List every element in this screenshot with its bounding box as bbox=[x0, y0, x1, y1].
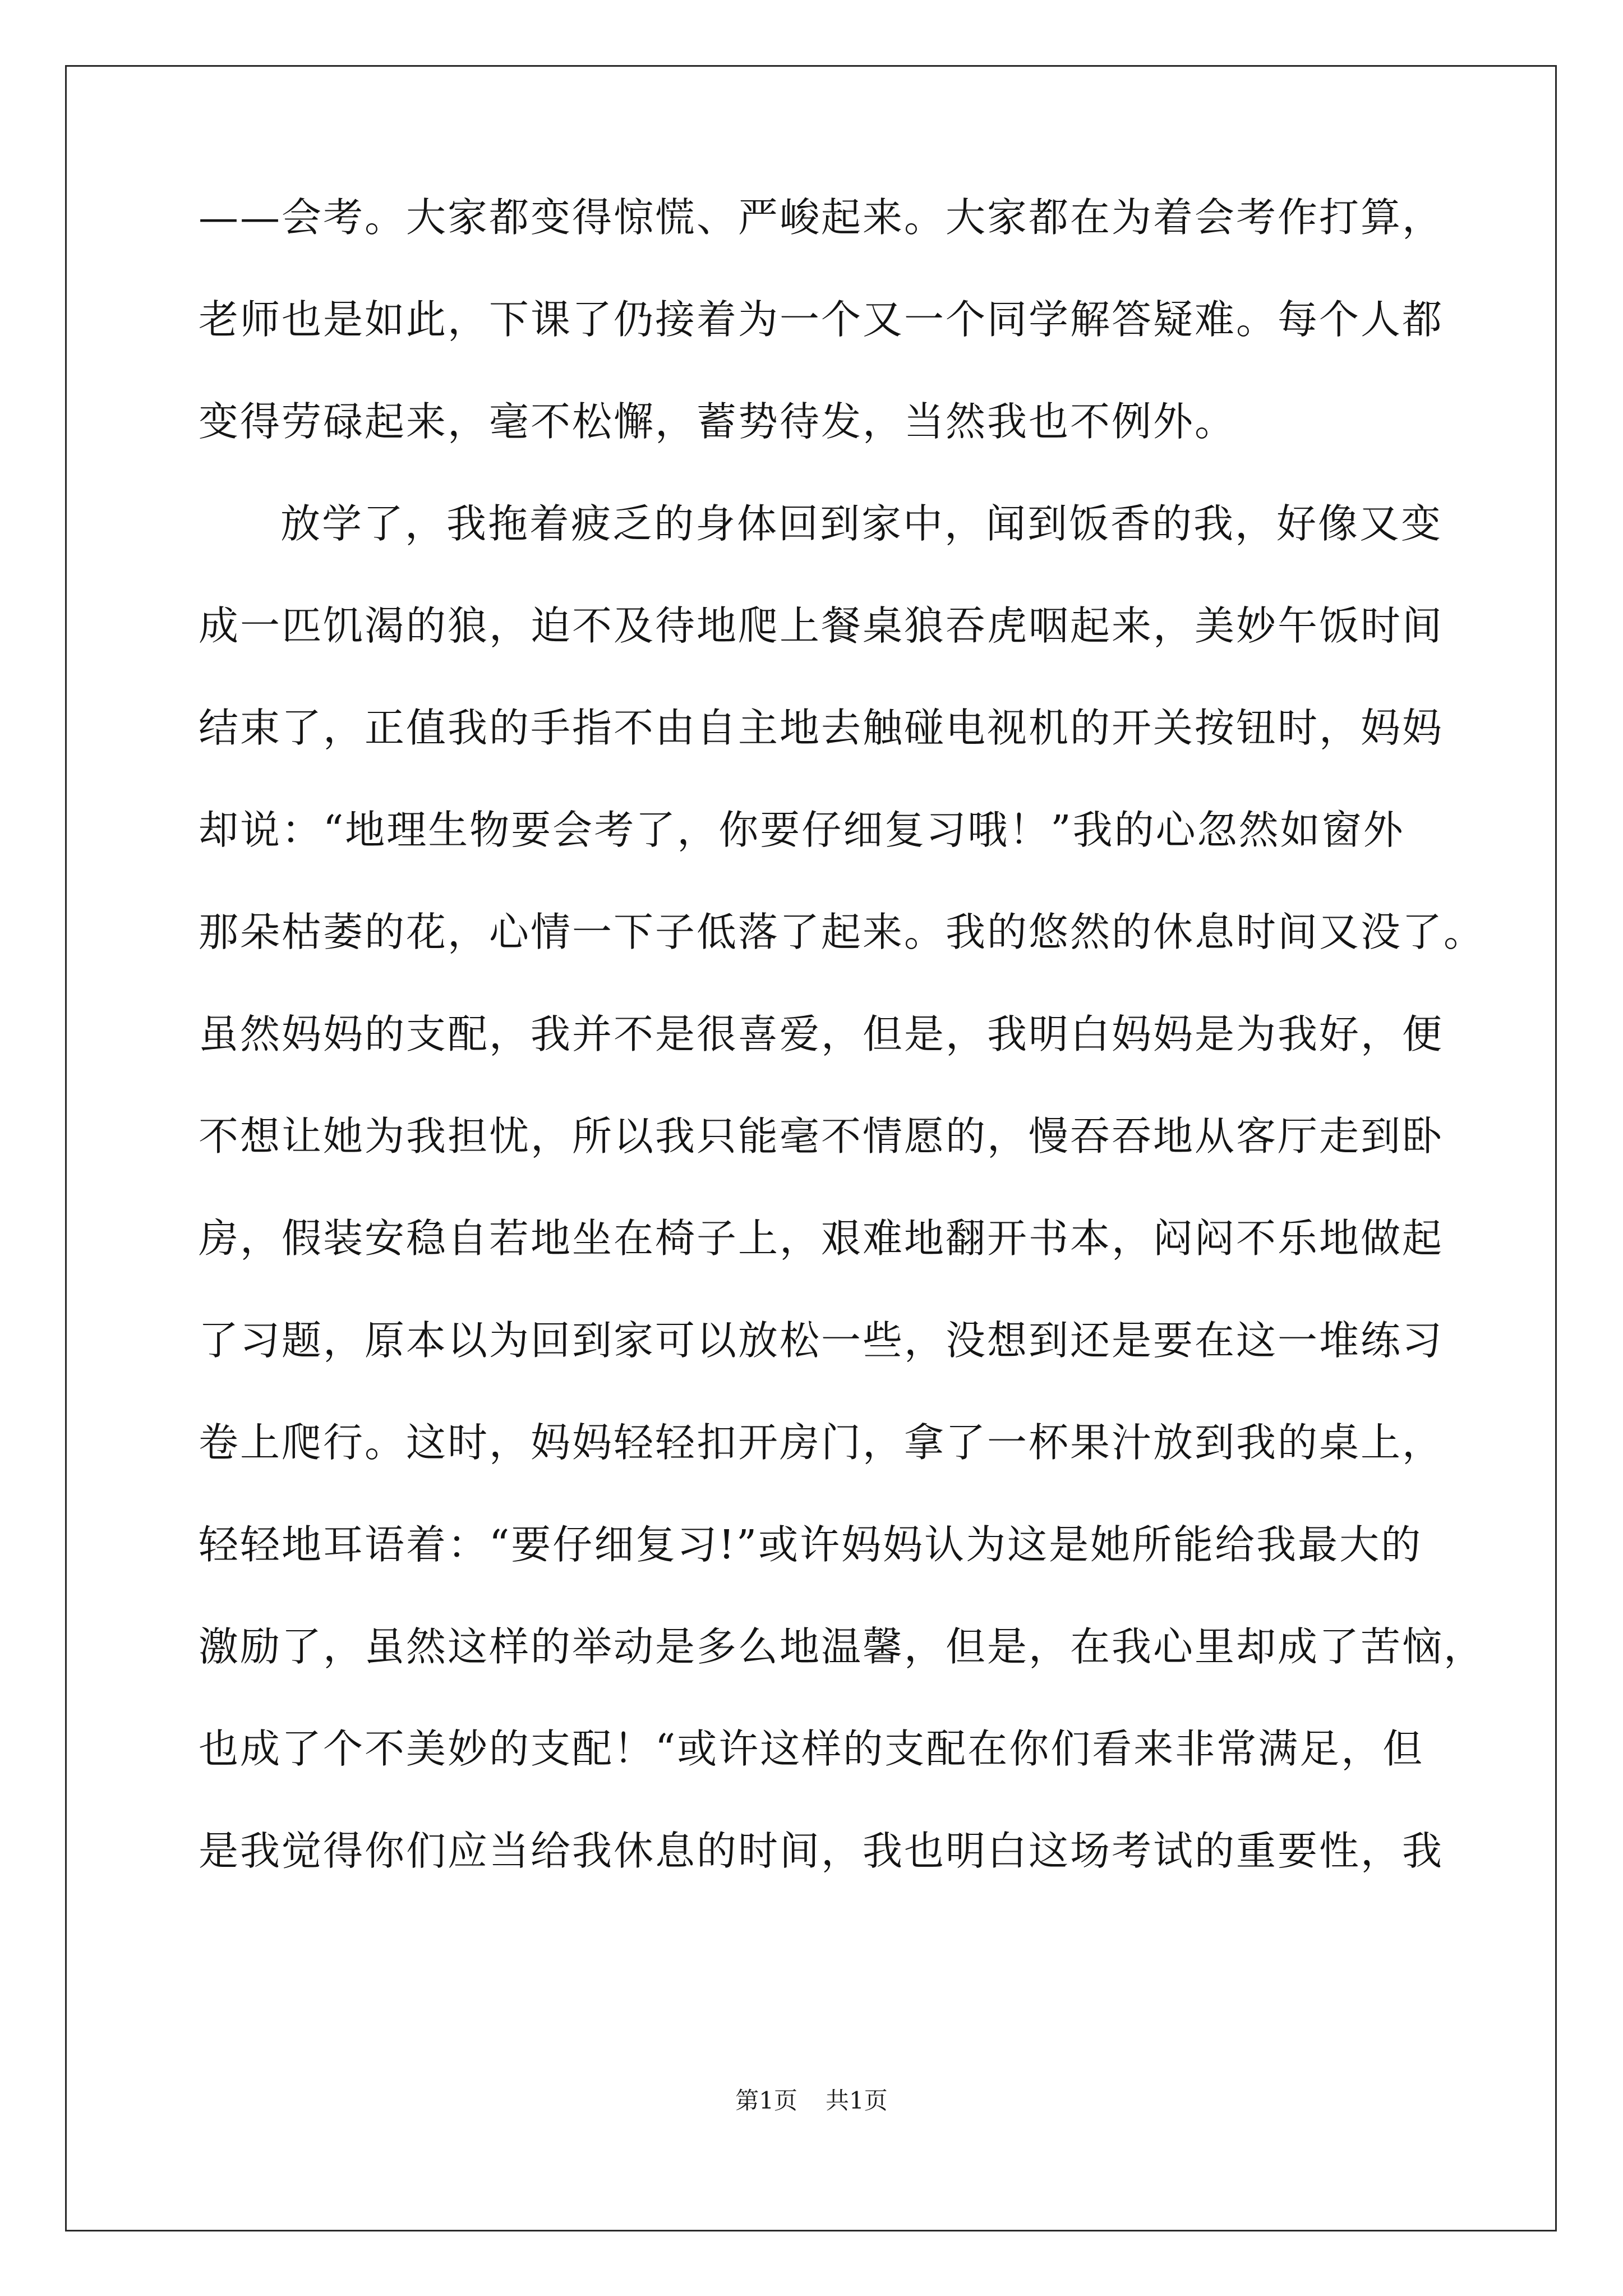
text-line: 是我觉得你们应当给我休息的时间，我也明白这场考试的重要性，我 bbox=[199, 1828, 1444, 1874]
text-line: 也成了个不美妙的支配！“或许这样的支配在你们看来非常满足，但 bbox=[199, 1726, 1424, 1772]
page-number: 第1页 bbox=[735, 2087, 797, 2114]
text-line: 了习题，原本以为回到家可以放松一些，没想到还是要在这一堆练习 bbox=[199, 1317, 1444, 1364]
page-total: 共1页 bbox=[826, 2087, 888, 2114]
paragraph-first-line: 放学了，我拖着疲乏的身体回到家中，闻到饭香的我，好像又变 bbox=[280, 500, 1443, 547]
text-line: 轻轻地耳语着：“要仔细复习!”或许妈妈认为这是她所能给我最大的 bbox=[199, 1521, 1423, 1568]
text-line: 结束了，正值我的手指不由自主地去触碰电视机的开关按钮时，妈妈 bbox=[199, 705, 1444, 751]
text-line: 变得劳碌起来，毫不松懈，蓄势待发，当然我也不例外。 bbox=[199, 398, 1237, 445]
page-footer bbox=[0, 2084, 1623, 2118]
text-line: 不想让她为我担忧，所以我只能毫不情愿的，慢吞吞地从客厅走到卧 bbox=[199, 1113, 1444, 1159]
text-line: 虽然妈妈的支配，我并不是很喜爱，但是，我明白妈妈是为我好，便 bbox=[199, 1011, 1444, 1057]
text-line: 房，假装安稳自若地坐在椅子上，艰难地翻开书本，闷闷不乐地做起 bbox=[199, 1215, 1444, 1262]
text-line: 卷上爬行。这时，妈妈轻轻扣开房门，拿了一杯果汁放到我的桌上， bbox=[199, 1419, 1444, 1466]
text-line: 却说：“地理生物要会考了，你要仔细复习哦！”我的心忽然如窗外 bbox=[199, 807, 1405, 853]
text-line: 激励了，虽然这样的举动是多么地温馨，但是，在我心里却成了苦恼， bbox=[199, 1623, 1486, 1670]
text-line: 老师也是如此，下课了仍接着为一个又一个同学解答疑难。每个人都 bbox=[199, 296, 1444, 343]
text-line: ——会考。大家都变得惊慌、严峻起来。大家都在为着会考作打算， bbox=[199, 194, 1444, 241]
text-line: 成一匹饥渴的狼，迫不及待地爬上餐桌狼吞虎咽起来，美妙午饭时间 bbox=[199, 602, 1444, 649]
text-line: 那朵枯萎的花，心情一下子低落了起来。我的悠然的休息时间又没了。 bbox=[199, 909, 1486, 955]
